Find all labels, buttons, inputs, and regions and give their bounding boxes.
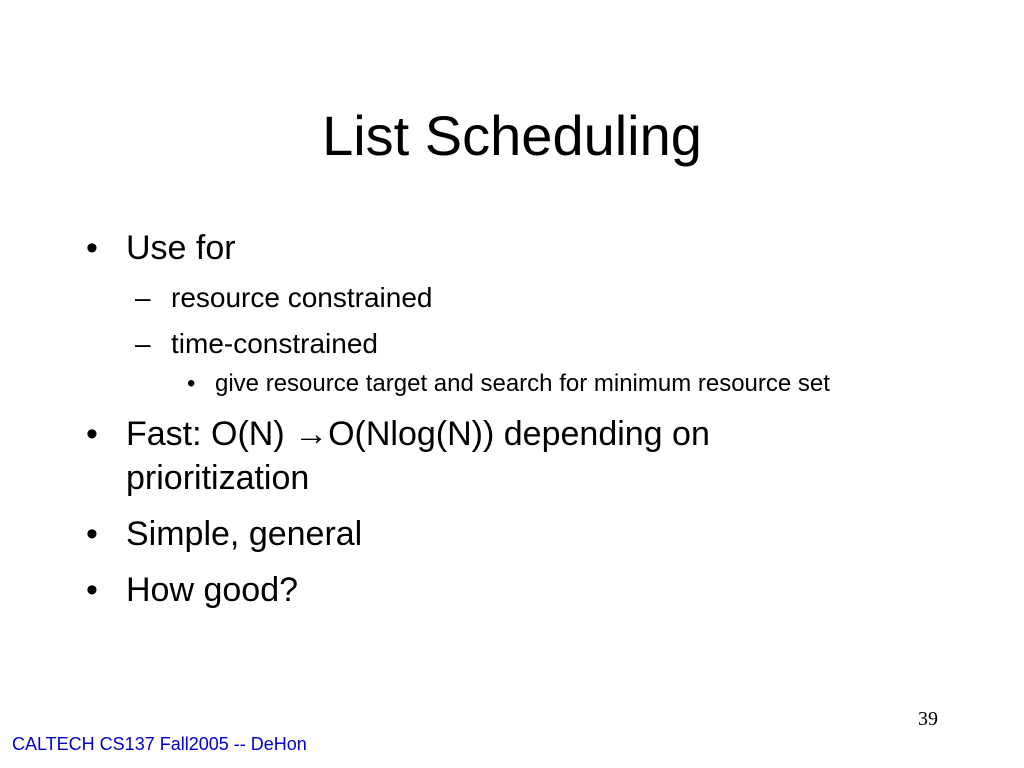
- bullet-text: resource constrained: [171, 282, 433, 313]
- bullet-text: give resource target and search for minimum resource set: [215, 370, 830, 397]
- bullet-text: Use for: [126, 229, 236, 267]
- bullet-list: [0, 226, 1024, 612]
- bullet-marker: •: [86, 515, 98, 553]
- bullet-text: time-constrained: [171, 328, 378, 359]
- bullet-text: Simple, general: [126, 515, 363, 553]
- bullet-how-good: [86, 568, 846, 612]
- bullet-fast: [86, 412, 846, 500]
- slide-number: 39: [918, 708, 938, 730]
- bullet-use-for: [86, 226, 846, 270]
- bullet-marker: •: [86, 415, 98, 453]
- bullet-text: Fast: O(N) →O(Nlog(N)) depending on prioritization: [126, 415, 710, 497]
- bullet-text: How good?: [126, 571, 299, 609]
- dash-marker: –: [135, 282, 151, 313]
- bullet-marker: •: [187, 370, 196, 397]
- bullet-marker: •: [86, 229, 98, 267]
- bullet-simple-general: [86, 512, 846, 556]
- slide-title: List Scheduling: [322, 104, 702, 167]
- dash-marker: –: [135, 328, 151, 359]
- sub-sub-bullet-resource-target: [187, 368, 915, 400]
- bullet-marker: •: [86, 571, 98, 609]
- sub-bullet-time-constrained: [135, 326, 871, 362]
- footer-text: CALTECH CS137 Fall2005 -- DeHon: [12, 734, 307, 754]
- sub-bullet-resource-constrained: [135, 280, 871, 316]
